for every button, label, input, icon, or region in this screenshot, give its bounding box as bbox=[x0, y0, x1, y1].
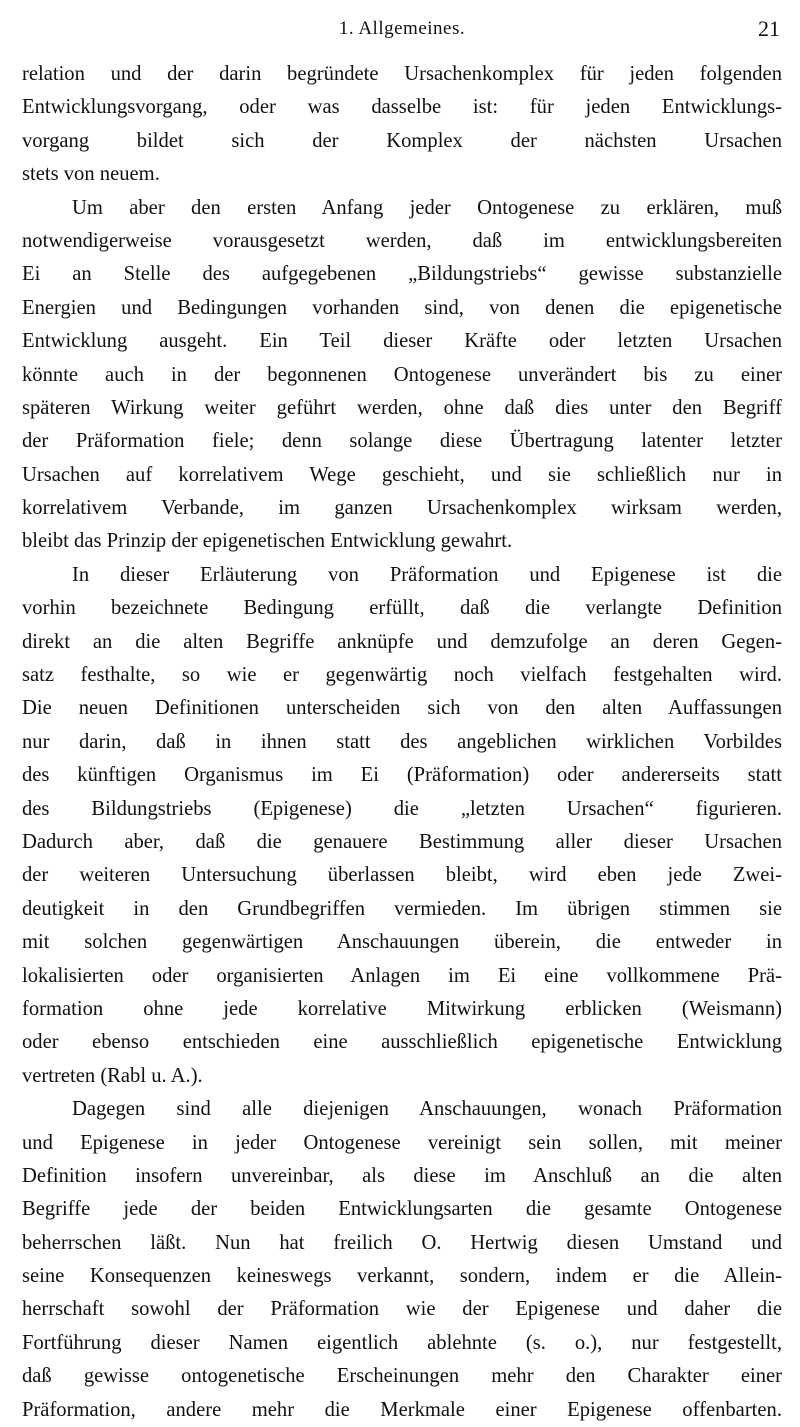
text-line: des Bildungstriebs (Epigenese) die „letzten Ursachen“ figurieren. bbox=[22, 797, 782, 820]
text-line: herrschaft sowohl der Präformation wie der Epigenese und daher die bbox=[22, 1298, 782, 1321]
text-line: deutigkeit in den Grundbegriffen vermieden. Im übrigen stimmen sie bbox=[22, 897, 782, 920]
text-line: Ei an Stelle des aufgegebenen „Bildungstriebs“ gewisse substanzielle bbox=[22, 263, 782, 286]
text-line: späteren Wirkung weiter geführt werden, ohne daß dies unter den Begriff bbox=[22, 396, 782, 419]
text-line: könnte auch in der begonnenen Ontogenese unverändert bis zu einer bbox=[22, 363, 782, 386]
text-line: Ursachen auf korrelativem Wege geschieht, und sie schließlich nur in bbox=[22, 463, 782, 486]
text-line: des künftigen Organismus im Ei (Präformation) oder andererseits statt bbox=[22, 764, 782, 787]
text-line: bleibt das Prinzip der epigenetischen Entwicklung gewahrt. bbox=[22, 530, 513, 553]
body-text bbox=[22, 58, 782, 1427]
text-line: Entwicklung ausgeht. Ein Teil dieser Kräfte oder letzten Ursachen bbox=[22, 330, 782, 353]
text-line: seine Konsequenzen keineswegs verkannt, sondern, indem er die Allein- bbox=[22, 1265, 782, 1288]
text-line: vorgang bildet sich der Komplex der nächsten Ursachen bbox=[22, 129, 782, 152]
text-line: der Präformation fiele; denn solange diese Übertragung latenter letzter bbox=[22, 430, 782, 453]
page-header bbox=[22, 14, 782, 48]
running-head: 1. Allgemeines. bbox=[338, 18, 466, 39]
paragraph-first-line: Dagegen sind alle diejenigen Anschauungen, wonach Präformation bbox=[72, 1098, 782, 1121]
text-line: vorhin bezeichnete Bedingung erfüllt, daß die verlangte Definition bbox=[22, 597, 782, 620]
text-line: Die neuen Definitionen unterscheiden sich von den alten Auffassungen bbox=[22, 697, 782, 720]
page-number: 21 bbox=[758, 16, 780, 41]
text-line: stets von neuem. bbox=[22, 163, 160, 186]
text-line: Entwicklungsvorgang, oder was dasselbe ist: für jeden Entwicklungs- bbox=[22, 96, 782, 119]
text-line: Fortführung dieser Namen eigentlich ablehnte (s. o.), nur festgestellt, bbox=[22, 1331, 782, 1354]
text-line: vertreten (Rabl u. A.). bbox=[22, 1064, 203, 1087]
text-line: Begriffe jede der beiden Entwicklungsarten die gesamte Ontogenese bbox=[22, 1198, 782, 1221]
text-line: daß gewisse ontogenetische Erscheinungen mehr den Charakter einer bbox=[22, 1365, 782, 1388]
paragraph-first-line: Um aber den ersten Anfang jeder Ontogenese zu erklären, muß bbox=[72, 196, 782, 219]
text-line: korrelativem Verbande, im ganzen Ursachenkomplex wirksam werden, bbox=[22, 497, 782, 520]
paragraph-first-line: In dieser Erläuterung von Präformation und Epigenese ist die bbox=[72, 563, 782, 586]
text-line: oder ebenso entschieden eine ausschließlich epigenetische Entwicklung bbox=[22, 1031, 782, 1054]
text-line: beherrschen läßt. Nun hat freilich O. Hertwig diesen Umstand und bbox=[22, 1231, 782, 1254]
text-line: mit solchen gegenwärtigen Anschauungen überein, die entweder in bbox=[22, 931, 782, 954]
text-line: nur darin, daß in ihnen statt des angeblichen wirklichen Vorbildes bbox=[22, 730, 782, 753]
text-line: der weiteren Untersuchung überlassen bleibt, wird eben jede Zwei- bbox=[22, 864, 782, 887]
text-line: formation ohne jede korrelative Mitwirkung erblicken (Weismann) bbox=[22, 997, 782, 1020]
text-line: direkt an die alten Begriffe anknüpfe und demzufolge an deren Gegen- bbox=[22, 630, 782, 653]
text-line: Energien und Bedingungen vorhanden sind, von denen die epigenetische bbox=[22, 296, 782, 319]
text-line: satz festhalte, so wie er gegenwärtig noch vielfach festgehalten wird. bbox=[22, 664, 782, 687]
text-line: Dadurch aber, daß die genauere Bestimmung aller dieser Ursachen bbox=[22, 830, 782, 853]
text-line: notwendigerweise vorausgesetzt werden, daß im entwicklungsbereiten bbox=[22, 229, 782, 252]
text-line: Definition insofern unvereinbar, als diese im Anschluß an die alten bbox=[22, 1164, 782, 1187]
book-page bbox=[22, 14, 782, 1427]
text-line: Präformation, andere mehr die Merkmale einer Epigenese offenbarten. bbox=[22, 1398, 782, 1421]
text-line: lokalisierten oder organisierten Anlagen im Ei eine vollkommene Prä- bbox=[22, 964, 782, 987]
text-line: relation und der darin begründete Ursachenkomplex für jeden folgenden bbox=[22, 63, 782, 85]
text-line: und Epigenese in jeder Ontogenese vereinigt sein sollen, mit meiner bbox=[22, 1131, 782, 1154]
